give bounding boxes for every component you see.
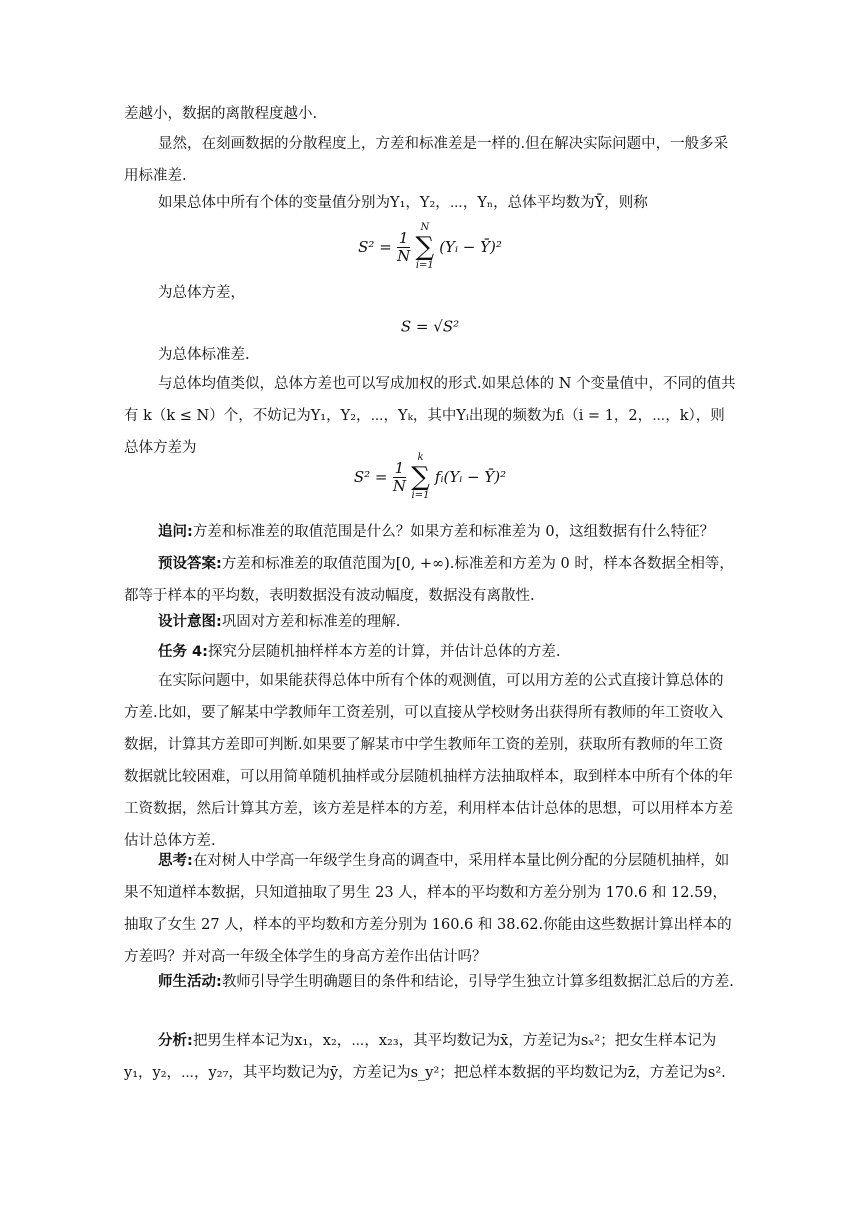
question-followup [124,516,736,548]
text-line-1: 差越小，数据的离散程度越小. [124,106,318,122]
think-text: 在对树人中学高一年级学生身高的调查中，采用样本量比例分配的分层随机抽样，如果不知道样本数据，只知道抽取了男生 23 人，样本的平均数和方差分别为 170.6 和 12.59，抽取了女生 27 人，样本的平均数和方差分别为 160.6 和 38.62.你能由这些数据计算出样本的方差吗？并对高一年级全体学生的身高方差作出估计吗？ [124,853,732,965]
answer-label: 预设答案: [158,556,222,572]
paragraph-weighted-form: 与总体均值类似，总体方差也可以写成加权的形式.如果总体的 N 个变量值中，不同的值共有 k（k ≤ N）个，不妨记为Y₁，Y₂，⋯，Yₖ，其中Yᵢ出现的频数为fᵢ（i = 1，2，⋯，k），则总体方差为 [124,376,736,456]
design-text: 巩固对方差和标准差的理解. [221,614,401,630]
formula-3-denominator: N [392,476,406,495]
formula-3-lower-limit: i=1 [411,490,430,501]
paragraph-real-problems: 在实际问题中，如果能获得总体中所有个体的观测值，可以用方差的公式直接计算总体的方差.比如，要了解某中学教师年工资差别，可以直接从学校财务出获得所有教师的年工资收入数据，计算其方差即可判断.如果要了解某市中学生教师年工资的差别，获取所有教师的年工资数据就比较困难，可以用简单随机抽样或分层随机抽样方法抽取样本，取到样本中所有个体的年工资数据，然后计算其方差，该方差是样本的方差，利用样本估计总体的思想，可以用样本方差估计总体方差. [124,673,733,849]
formula-1-summation [416,222,435,272]
think-question [124,845,736,973]
formula-1-body: (Yᵢ − Ȳ)² [439,238,502,256]
formula-3-summation [411,452,430,502]
analysis-label: 分析: [158,1033,193,1049]
task-label: 任务 4: [158,644,208,660]
formula-3-numerator: 1 [394,458,405,477]
formula-2-text: S = √S² [400,317,460,336]
task-text: 探究分层随机抽样样本方差的计算，并估计总体的方差. [207,644,561,660]
sigma-icon: ∑ [411,462,430,492]
formula-1-fraction [397,230,411,265]
teacher-student-activity [124,966,736,998]
formula-1-lhs: S² = [358,238,392,256]
paragraph-std-preference: 显然，在刻画数据的分散程度上，方差和标准差是一样的.但在解决实际问题中，一般多采用标准差. [124,136,729,184]
formula-1-upper-limit: N [420,222,430,233]
formula-weighted-variance [124,452,736,502]
formula-3-upper-limit: k [417,452,424,463]
formula-3-body: fᵢ(Yᵢ − Ȳ)² [434,468,507,486]
activity-label: 师生活动: [158,974,222,990]
design-label: 设计意图: [158,614,222,630]
question-text: 方差和标准差的取值范围是什么？如果方差和标准差为 0，这组数据有什么特征？ [192,524,715,540]
question-label: 追问: [158,524,193,540]
formula-3-fraction [393,460,407,495]
task-4 [124,636,736,668]
formula-1-numerator: 1 [398,228,409,247]
paragraph-population-values: 如果总体中所有个体的变量值分别为Y₁，Y₂，⋯，Yₙ，总体平均数为Ȳ，则称 [158,195,648,211]
answer-text: 方差和标准差的取值范围为[0, +∞).标准差和方差为 0 时，样本各数据全相等，都等于样本的平均数，表明数据没有波动幅度，数据没有离散性. [124,556,734,604]
design-intent [124,606,736,638]
formula-population-std [124,311,736,342]
think-label: 思考: [158,853,193,869]
activity-text: 教师引导学生明确题目的条件和结论，引导学生独立计算多组数据汇总后的方差. [221,974,734,990]
formula-1-lower-limit: i=1 [415,260,434,271]
analysis [124,1025,736,1089]
label-population-std: 为总体标准差. [158,347,250,363]
label-population-variance: 为总体方差， [158,285,245,301]
formula-3-lhs: S² = [353,468,388,486]
analysis-text: 把男生样本记为x₁，x₂，⋯，x₂₃，其平均数记为x̄，方差记为sₓ²；把女生样本记为y₁，y₂，⋯，y₂₇，其平均数记为ȳ，方差记为s_y²；把总样本数据的平均数记为z̄，方差记为s². [124,1033,726,1081]
formula-population-variance [124,222,736,272]
preset-answer [124,548,736,612]
sigma-icon: ∑ [415,232,435,262]
formula-1-denominator: N [397,246,411,265]
